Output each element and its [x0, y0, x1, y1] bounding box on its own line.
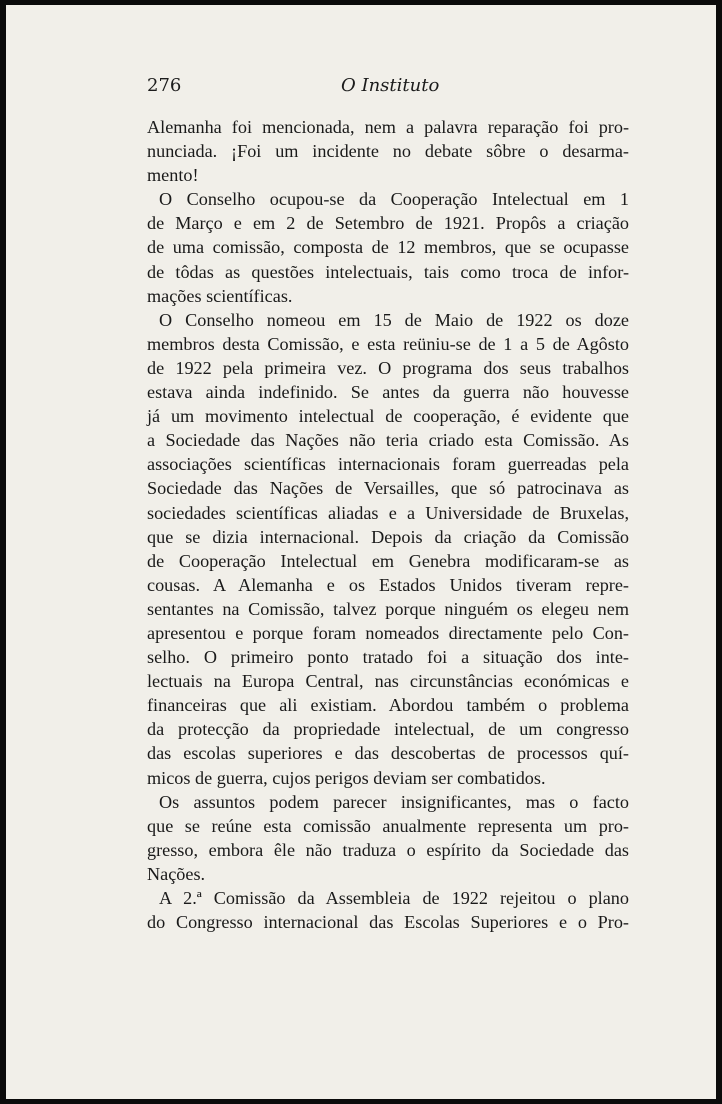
- text-line: Os assuntos podem parecer insignificantes, mas o facto: [159, 791, 629, 812]
- paragraph: [147, 790, 629, 886]
- text-line: das escolas superiores e das descobertas de processos quí-: [147, 743, 629, 764]
- text-line: O Conselho nomeou em 15 de Maio de 1922 os doze: [159, 309, 629, 330]
- paragraph: [147, 115, 629, 187]
- text-line: do Congresso internacional das Escolas Superiores e o Pro-: [147, 912, 629, 933]
- text-line: de Março e em 2 de Setembro de 1921. Propôs a criação: [147, 213, 629, 234]
- text-line: micos de guerra, cujos perigos deviam ser combatidos.: [147, 767, 546, 788]
- paragraph: [147, 187, 629, 307]
- paragraph: [147, 308, 629, 790]
- text-line: de 1922 pela primeira vez. O programa dos seus trabalhos: [147, 357, 629, 378]
- text-line: de uma comissão, composta de 12 membros, que se ocupasse: [147, 237, 629, 258]
- page-number: 276: [147, 75, 182, 96]
- text-line: nunciada. ¡Foi um incidente no debate sôbre o desarma-: [147, 141, 629, 162]
- body-text: [147, 115, 629, 934]
- text-line: lectuais na Europa Central, nas circunstâncias económicas e: [147, 671, 629, 692]
- text-line: Nações.: [147, 863, 206, 884]
- paragraph: [147, 886, 629, 934]
- text-line: sentantes na Comissão, talvez porque ninguém os elegeu nem: [147, 598, 629, 619]
- text-line: estava ainda indefinido. Se antes da guerra não houvesse: [147, 382, 629, 403]
- text-line: associações scientíficas internacionais foram guerreadas pela: [147, 454, 629, 475]
- text-line: mento!: [147, 165, 199, 186]
- text-line: cousas. A Alemanha e os Estados Unidos tiveram repre-: [147, 574, 629, 595]
- running-title: O Instituto: [341, 75, 440, 96]
- text-line: Alemanha foi mencionada, nem a palavra reparação foi pro-: [147, 117, 629, 137]
- text-line: que se dizia internacional. Depois da criação da Comissão: [147, 526, 629, 547]
- page-header: [145, 75, 627, 105]
- book-page: [6, 5, 716, 1099]
- text-line: membros desta Comissão, e esta reüniu-se de 1 a 5 de Agôsto: [147, 333, 629, 354]
- text-line: apresentou e porque foram nomeados directamente pelo Con-: [147, 622, 629, 643]
- text-line: selho. O primeiro ponto tratado foi a situação dos inte-: [147, 647, 629, 668]
- text-line: já um movimento intelectual de cooperação, é evidente que: [147, 406, 629, 427]
- text-line: mações scientíficas.: [147, 285, 293, 306]
- text-line: Sociedade das Nações de Versailles, que só patrocinava as: [147, 478, 629, 499]
- text-line: sociedades scientíficas aliadas e a Universidade de Bruxelas,: [147, 502, 629, 523]
- text-line: financeiras que ali existiam. Abordou também o problema: [147, 695, 629, 716]
- text-line: de Cooperação Intelectual em Genebra modificaram-se as: [147, 550, 629, 571]
- text-line: que se reúne esta comissão anualmente representa um pro-: [147, 815, 629, 836]
- text-line: gresso, embora êle não traduza o espírito da Sociedade das: [147, 839, 629, 860]
- text-line: A 2.ª Comissão da Assembleia de 1922 rejeitou o plano: [159, 888, 629, 908]
- text-line: a Sociedade das Nações não teria criado esta Comissão. As: [147, 430, 629, 451]
- text-line: de tôdas as questões intelectuais, tais como troca de infor-: [147, 261, 629, 282]
- text-line: da protecção da propriedade intelectual, de um congresso: [147, 719, 629, 740]
- text-line: O Conselho ocupou-se da Cooperação Intelectual em 1: [159, 189, 629, 210]
